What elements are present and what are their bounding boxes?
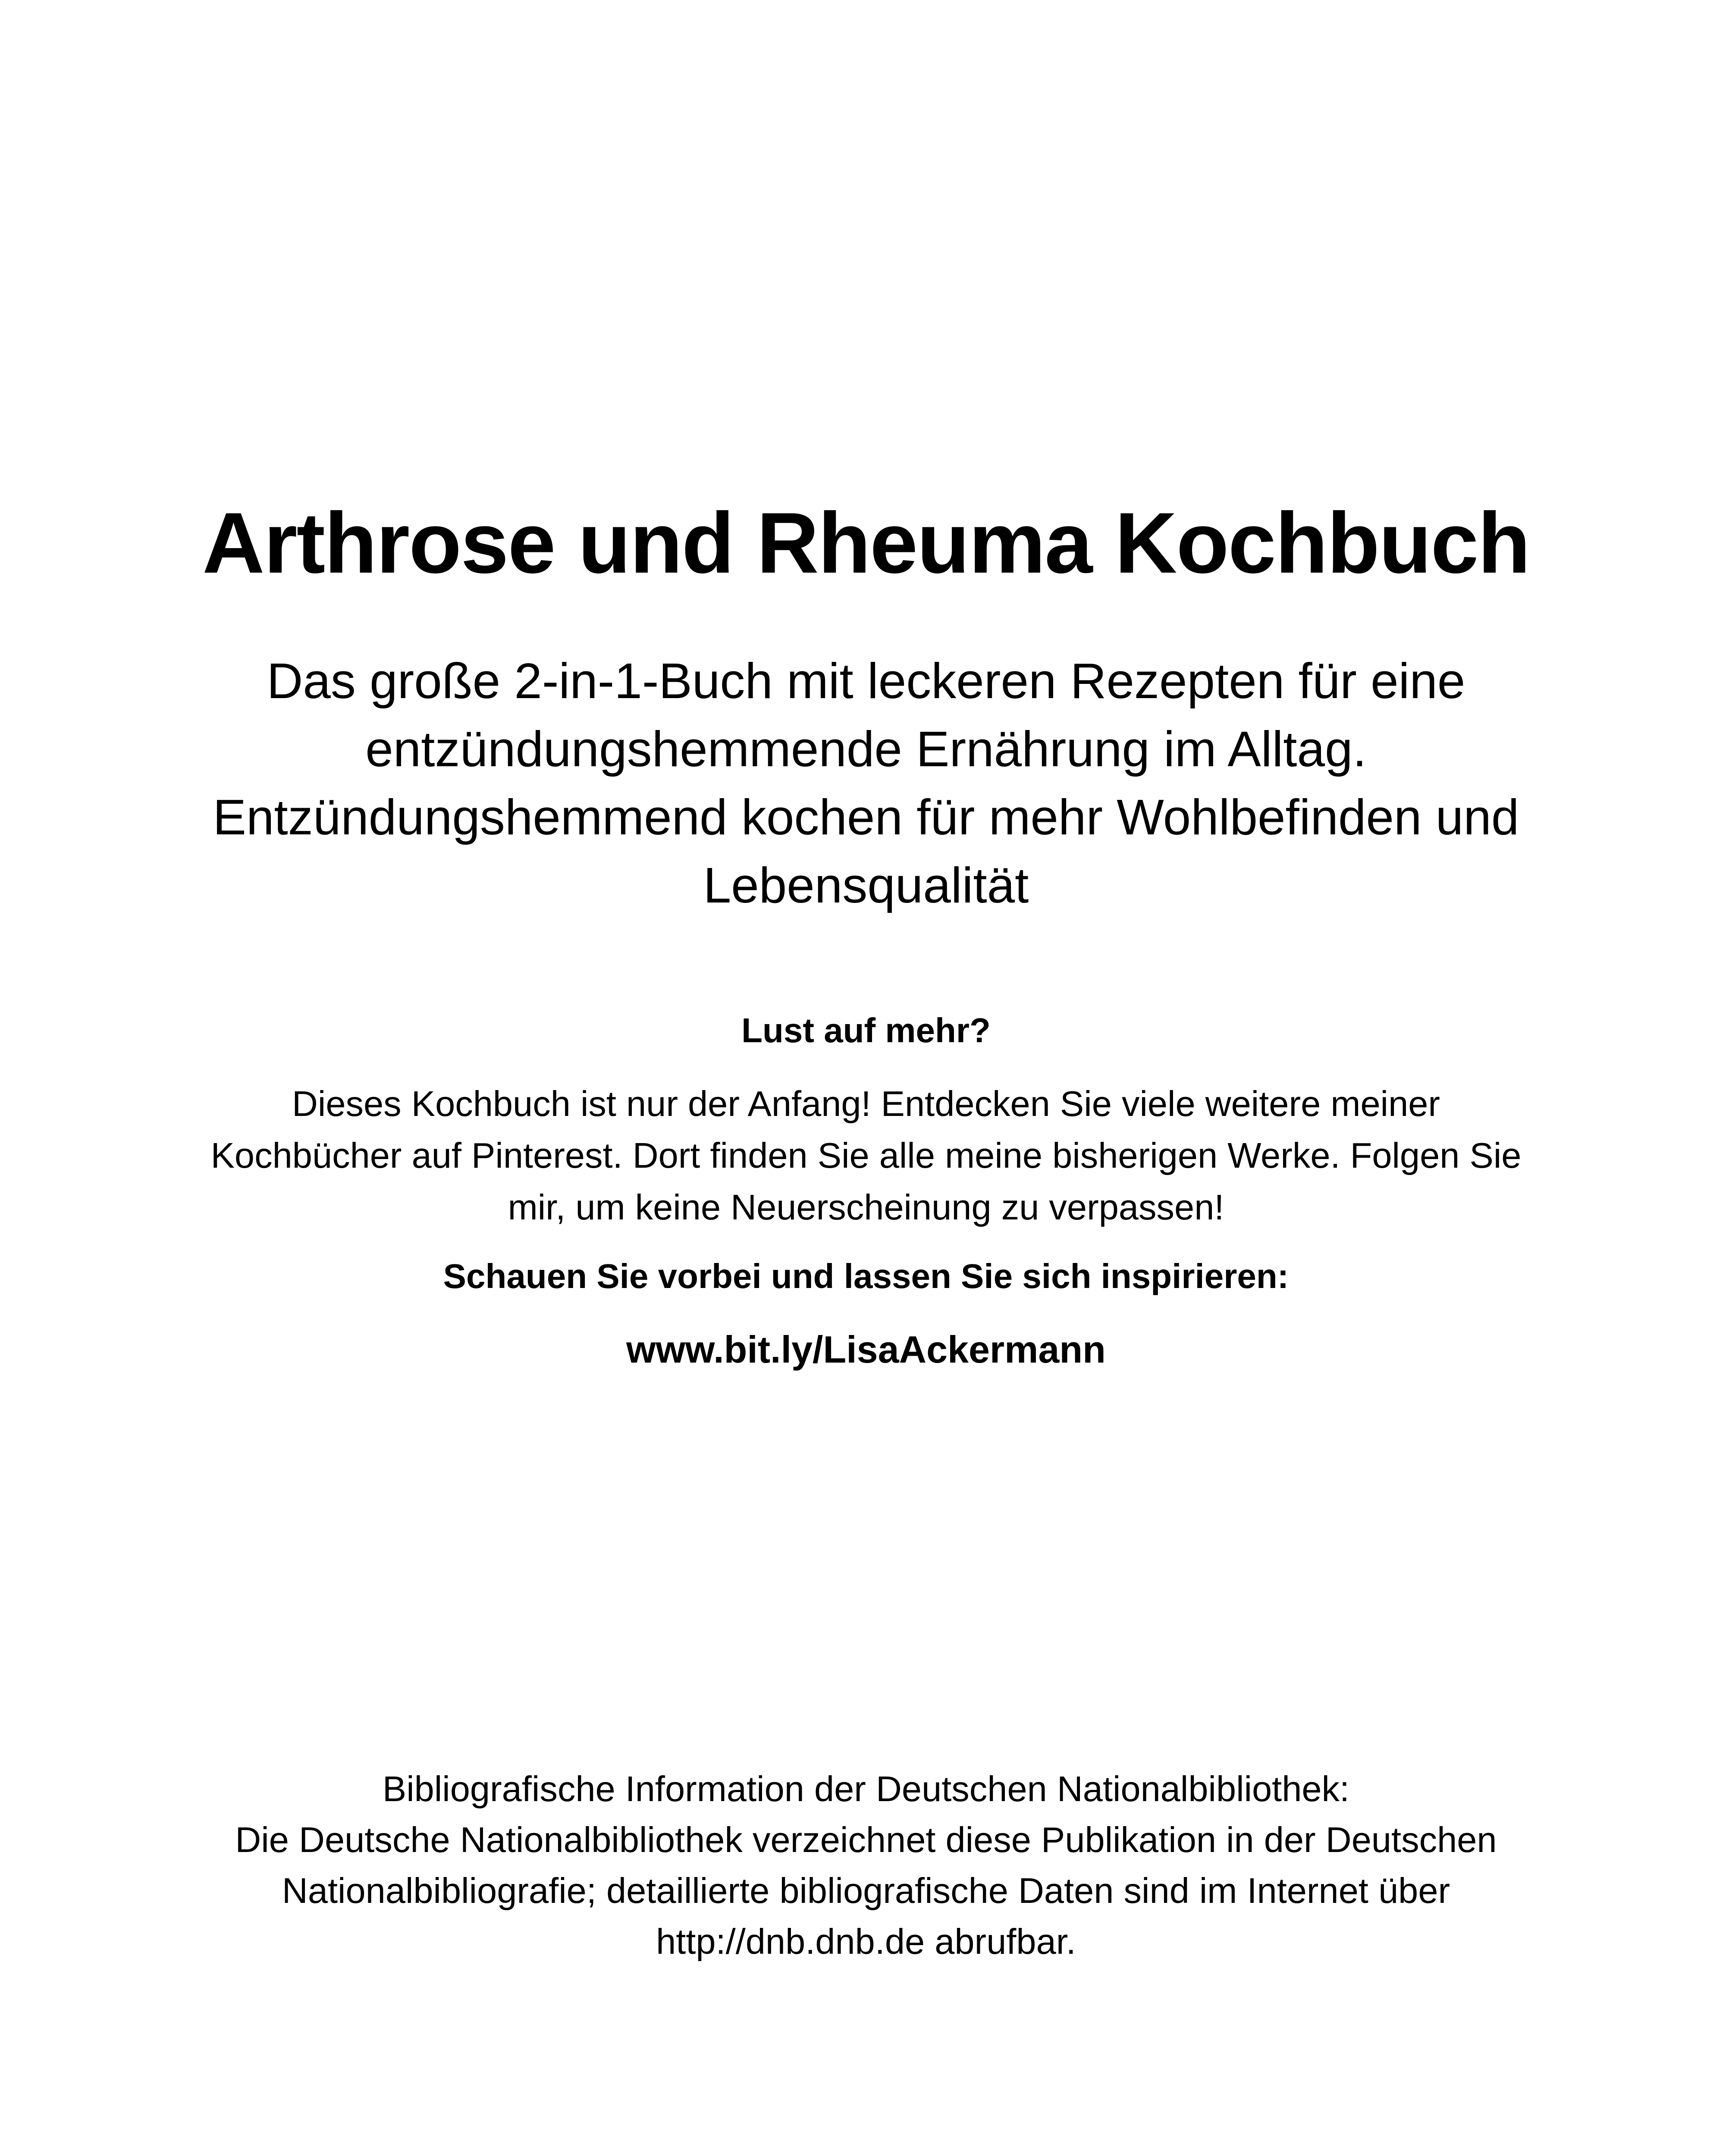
book-title: Arthrose und Rheuma Kochbuch [202,495,1530,591]
promo-call-to-action: Schauen Sie vorbei und lassen Sie sich inspirieren: [443,1257,1289,1295]
promo-text: Dieses Kochbuch ist nur der Anfang! Entdecken Sie viele weitere meiner Kochbücher auf Pinterest. Dort finden Sie alle meine bisherigen Werke. Folgen Sie mir, um keine Neuerscheinung zu verpassen! [210,1084,1522,1227]
book-subtitle: Das große 2-in-1-Buch mit leckeren Rezepten für eine entzündungshemmende Ernährung im Alltag. Entzündungshemmend kochen für mehr Wohlbefinden und Lebensqualität [213,653,1519,913]
promo-heading: Lust auf mehr? [741,1011,991,1050]
bibliographic-information [216,1764,1516,1967]
bibliographic-heading: Bibliografische Information der Deutschen Nationalbibliothek: [382,1769,1350,1809]
pinterest-link[interactable]: www.bit.ly/LisaAckermann [626,1328,1106,1371]
bibliographic-text: Die Deutsche Nationalbibliothek verzeichnet diese Publikation in der Deutschen Nationalbibliografie; detaillierte bibliografische Daten sind im Internet über http://dnb.dnb.de abrufbar. [235,1820,1497,1962]
